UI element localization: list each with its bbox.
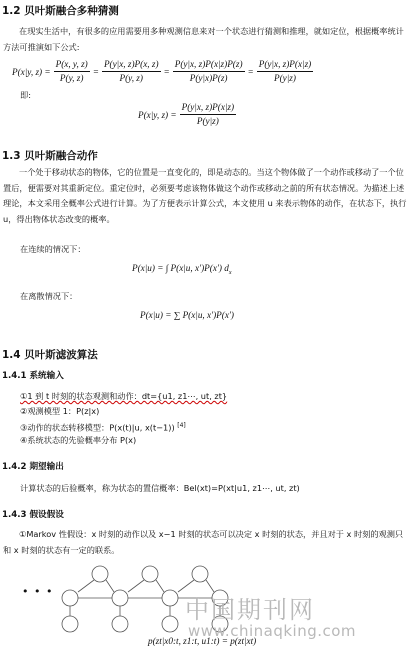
- node-mid-1: [62, 590, 78, 606]
- eq1-frac-2: $\frac{P(y|x, z)P(x, z)}{P(y, z)}$: [103, 59, 159, 83]
- subheading-1-4-3: 1.4.3 假设假设: [2, 510, 64, 520]
- section-heading-1-3: 1.3 贝叶斯融合动作: [2, 150, 98, 162]
- node-top-2: [142, 566, 158, 582]
- bottom-equation: p(zt|x0:t, z1:t, u1:t) = p(zt|xt): [148, 636, 257, 646]
- node-mid-3: [162, 590, 178, 606]
- discrete-label: 在离散情况下：: [20, 291, 78, 301]
- subheading-1-4-2: 1.4.2 期望输出: [2, 462, 64, 472]
- input-item-3: ③动作的状态转移模型：P(x(t)|u, x(t−1)) [4]: [20, 422, 186, 433]
- reference-marker: [4]: [177, 422, 186, 429]
- subheading-1-4-1: 1.4.1 系统输入: [2, 371, 64, 381]
- watermark-cn: 中国期刊网: [185, 596, 315, 624]
- node-bot-1: [62, 616, 78, 632]
- paragraph-1-2: 在现实生活中，有很多的应用需要用多种观测信息来对一个状态进行猜测和推理，就如定位，根据概率统计方法可推演如下公式:: [3, 26, 404, 52]
- expected-output: 计算状态的后验概率，称为状态的置信概率：Bel(xt)=P(xt|u1, z1⋯, ut, zt): [20, 483, 300, 493]
- input-item-2: ②观测模型 1：P(z|x): [20, 406, 100, 416]
- watermark-url: www.chinaqking.com: [188, 622, 357, 640]
- ellipsis-dots: • • •: [22, 585, 54, 598]
- node-top-1: [92, 566, 108, 582]
- edge: [78, 580, 94, 592]
- markov-assumption: ①Markov 性假设：x 时刻的动作以及 x−1 时刻的状态可以决定 x 时刻的状态，并且对于 x 时刻的观测只和 x 时刻的状态有一定的联系。: [3, 529, 404, 555]
- node-bot-3: [162, 616, 178, 632]
- node-mid-2: [112, 590, 128, 606]
- equation-continuous: P(x|u) = ∫ P(x|u, x′)P(x′) $d_x$: [132, 263, 232, 276]
- equation-2: P(x|y, z) = $\frac{P(y|x, z)P(x|z)}{P(y|z)}$: [138, 102, 235, 126]
- eq1-frac-1: $\frac{P(x, y, z)}{P(y, z)}$: [55, 59, 88, 83]
- eq1-frac-4: $\frac{P(y|x, z)P(x|z)}{P(y|z)}$: [258, 59, 312, 83]
- eq1-lhs: P(x|y, z) =: [12, 66, 51, 77]
- node-top-3: [192, 566, 208, 582]
- equation-discrete: P(x|u) = ∑ P(x|u, x′)P(x′): [140, 310, 234, 320]
- paragraph-1-3: 一个处于移动状态的物体，它的位置是一直变化的，即是动态的。当这个物体做了一个动作或移动了一个位置后，便需要对其重新定位。重定位时，必须要考虑该物体做这个动作或移动之前的所有状态情况。为描述上述理论，本文采用全概率公式进行计算。为了方便表示计算公式，本文使用 u 来表示物体的动作，在状态下，执行 u，得出物体状态改变的概率。: [3, 167, 407, 224]
- input-item-1: ①1 到 t 时刻的状态观测和动作：dt={u1, z1⋯, ut, zt}: [20, 391, 228, 401]
- edge: [106, 580, 114, 592]
- section-heading-1-4: 1.4 贝叶斯滤波算法: [2, 349, 98, 361]
- node-bot-2: [112, 616, 128, 632]
- section-heading-1-2: 1.2 贝叶斯融合多种猜测: [2, 5, 119, 17]
- equation-1: P(x|y, z) = $\frac{P(x, y, z)}{P(y, z)}$ = $\frac{P(y|x, z)P(x, z)}{P(y, z)}$ = $\frac{P(y|x, z)P(x|z)P(z)}{P(y|x)P(z)}$ = $\frac{P(y|x, z)P(x|z)}{P(y|z)}$: [12, 59, 312, 83]
- ji-label: 即:: [20, 90, 31, 100]
- continuous-label: 在连续的情况下：: [20, 244, 86, 254]
- eq1-frac-3: $\frac{P(y|x, z)P(x|z)P(z)}{P(y|x)P(z)}$: [174, 59, 243, 83]
- input-item-4: ④系统状态的先验概率分布 P(x): [20, 435, 137, 445]
